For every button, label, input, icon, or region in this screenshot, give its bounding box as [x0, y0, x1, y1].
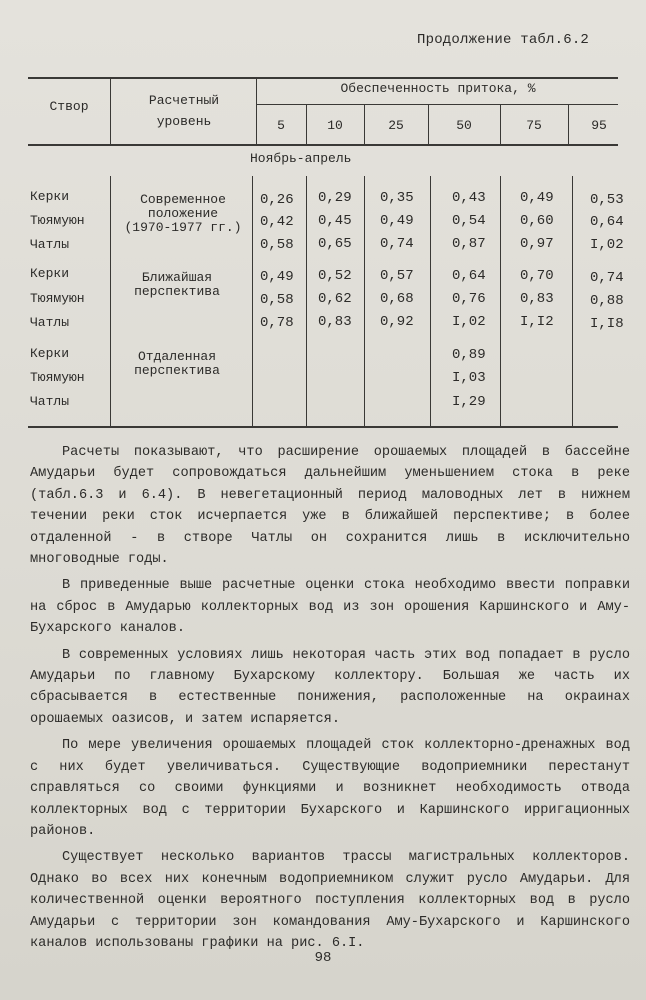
value-cell: 0,89: [452, 347, 486, 363]
value-cell: 0,97: [520, 236, 554, 252]
row-level-line: Ближайшая: [141, 270, 213, 285]
header-level-line: Расчетный: [148, 93, 220, 108]
header-percentile: 95: [591, 118, 607, 133]
value-cell: 0,64: [452, 268, 486, 284]
value-cell: I,03: [452, 370, 486, 386]
value-cell: I,02: [452, 314, 486, 330]
paragraph: Расчеты показывают, что расширение орошаемых площадей в бассейне Амударьи будет сопровождаться дальнейшим уменьшением стока в реке (табл.6.3 и 6.4). В невегетационный период маловодных лет в нижнем течении реки сток исчерпается уже в ближайшей перспективе; в более отдаленной - в створе Чатлы он сохранится лишь в исключительно многоводные годы.: [30, 445, 630, 568]
row-stvor: Чатлы: [30, 237, 70, 252]
body-divider: [306, 176, 307, 426]
value-cell: 0,53: [590, 192, 624, 208]
value-cell: 0,35: [380, 190, 414, 206]
value-cell: 0,83: [520, 291, 554, 307]
row-stvor: Керки: [30, 266, 70, 281]
value-cell: I,I8: [590, 316, 624, 332]
value-cell: 0,60: [520, 213, 554, 229]
paragraph: В приведенные выше расчетные оценки стока необходимо ввести поправки на сброс в Амударью коллекторных вод из зон орошения Каршинского и Аму-Бухарского каналов.: [30, 578, 630, 637]
paragraph: По мере увеличения орошаемых площадей сток коллекторно-дренажных вод с них будет увеличиваться. Существующие водоприемники перестанут справляться со своими функциями и возникнет необходимость отвода коллекторных вод с территории Бухарского и Каршинского ирригационных районов.: [30, 738, 630, 839]
value-cell: I,I2: [520, 314, 554, 330]
value-cell: 0,74: [380, 236, 414, 252]
value-cell: 0,58: [260, 237, 294, 253]
header-stvor: Створ: [49, 99, 89, 114]
row-level-line: Современное: [140, 192, 226, 207]
row-level-line: (1970-1977 гг.): [124, 220, 242, 235]
table-bottom-rule: [28, 426, 618, 428]
row-level: [112, 271, 242, 299]
page-number: 98: [314, 950, 332, 966]
value-cell: 0,76: [452, 291, 486, 307]
value-cell: 0,29: [318, 190, 352, 206]
value-cell: 0,74: [590, 270, 624, 286]
body-divider: [500, 176, 501, 426]
value-cell: 0,87: [452, 236, 486, 252]
header-percentile: 5: [277, 118, 285, 133]
table-caption: Продолжение табл.6.2: [417, 32, 590, 48]
value-cell: 0,58: [260, 292, 294, 308]
value-cell: 0,43: [452, 190, 486, 206]
value-cell: 0,62: [318, 291, 352, 307]
row-level: [112, 193, 254, 235]
header-percentile: 50: [456, 118, 472, 133]
header-level: [112, 92, 256, 130]
body-divider: [110, 176, 111, 426]
row-stvor: Тюямуюн: [30, 291, 85, 306]
row-level-line: перспектива: [134, 284, 220, 299]
value-cell: 0,68: [380, 291, 414, 307]
value-cell: 0,49: [380, 213, 414, 229]
row-stvor: Керки: [30, 346, 70, 361]
row-stvor: Тюямуюн: [30, 213, 85, 228]
value-cell: 0,64: [590, 214, 624, 230]
row-level: [112, 350, 242, 378]
header-percentile: 75: [526, 118, 542, 133]
header-percentile: 25: [388, 118, 404, 133]
header-divider: [110, 77, 111, 145]
body-divider: [572, 176, 573, 426]
row-level-line: перспектива: [134, 363, 220, 378]
value-cell: 0,65: [318, 236, 352, 252]
value-cell: 0,49: [260, 269, 294, 285]
row-stvor: Чатлы: [30, 315, 70, 330]
value-cell: 0,57: [380, 268, 414, 284]
value-cell: 0,83: [318, 314, 352, 330]
value-cell: 0,92: [380, 314, 414, 330]
body-divider: [364, 176, 365, 426]
subheader-rule: [256, 104, 618, 105]
row-level-line: Отдаленная: [137, 349, 216, 364]
row-level-line: положение: [147, 206, 219, 221]
header-divider: [256, 77, 257, 145]
body-text: [30, 442, 630, 959]
value-cell: 0,49: [520, 190, 554, 206]
header-level-line: уровень: [156, 114, 212, 129]
header-bottom-rule: [28, 144, 618, 146]
flow-table: [0, 0, 646, 440]
value-cell: I,29: [452, 394, 486, 410]
value-cell: 0,42: [260, 214, 294, 230]
value-cell: 0,45: [318, 213, 352, 229]
value-cell: 0,26: [260, 192, 294, 208]
value-cell: I,02: [590, 237, 624, 253]
row-stvor: Чатлы: [30, 394, 70, 409]
value-cell: 0,54: [452, 213, 486, 229]
table-top-rule: [28, 77, 618, 79]
row-stvor: Керки: [30, 189, 70, 204]
header-probability: Обеспеченность притока, %: [340, 81, 536, 96]
header-percentile: 10: [327, 118, 343, 133]
value-cell: 0,70: [520, 268, 554, 284]
section-title: Ноябрь-апрель: [250, 151, 352, 166]
value-cell: 0,52: [318, 268, 352, 284]
paragraph: В современных условиях лишь некоторая часть этих вод попадает в русло Амударьи по главному Бухарскому коллектору. Большая же часть их сбрасывается в естественные понижения, расположенные на окраинах орошаемых оазисов, и затем испаряется.: [30, 647, 630, 727]
row-stvor: Тюямуюн: [30, 370, 85, 385]
paragraph: Существует несколько вариантов трассы магистральных коллекторов. Однако во всех них конечным водоприемником служит русло Амударьи. Для количественной оценки вероятного поступления коллекторных вод в русло Амударьи с территории зон командования Аму-Бухарского и Каршинского каналов использованы графики на рис. 6.I.: [30, 850, 630, 951]
value-cell: 0,88: [590, 293, 624, 309]
body-divider: [430, 176, 431, 426]
value-cell: 0,78: [260, 315, 294, 331]
